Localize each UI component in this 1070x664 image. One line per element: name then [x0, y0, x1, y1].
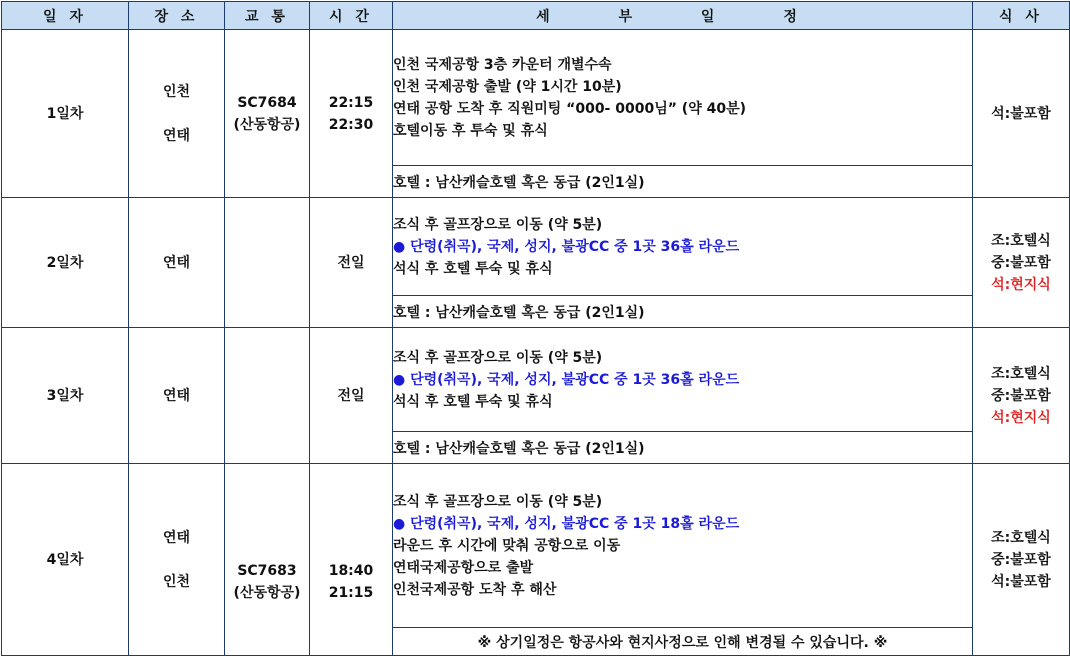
day2-meal-1: 조:호텔식 [991, 232, 1051, 249]
day3-hotel: 호텔 : 남산캐슬호텔 혹은 동급 (2인1실) [393, 432, 973, 464]
day4-detail-2: ● 단령(취곡), 국제, 성지, 불광CC 중 1곳 18홀 라운드 [393, 515, 740, 532]
day2-transport [225, 198, 310, 328]
day3-detail-3: 석식 후 호텔 투숙 및 휴식 [393, 393, 553, 410]
day4-transport [225, 464, 310, 656]
day1-detail-2: 인천 국제공항 출발 (약 1시간 10분) [393, 78, 622, 95]
day3-details [393, 328, 973, 432]
day1-detail-1: 인천 국제공항 3층 카운터 개별수속 [393, 56, 612, 73]
day3-place: 연태 [129, 328, 225, 464]
day4-airline: (산동항공) [233, 584, 301, 601]
day3-time: 전일 [310, 328, 393, 464]
day1-place-1: 인천 [162, 83, 191, 100]
header-details: 세 부 일 정 [393, 2, 973, 30]
day3-meals [973, 328, 1070, 464]
day2-meal-2: 중:불포함 [991, 254, 1051, 271]
day1-time-2: 22:30 [328, 116, 374, 133]
day3-label: 3일차 [2, 328, 129, 464]
day1-place-2: 연태 [162, 127, 191, 144]
day1-row [2, 30, 1070, 166]
day2-detail-1: 조식 후 골프장으로 이동 (약 5분) [393, 216, 603, 233]
day4-detail-4: 연태국제공항으로 출발 [393, 559, 534, 576]
day4-flight: SC7683 [237, 562, 297, 579]
day4-label: 4일차 [2, 464, 129, 656]
day2-hotel: 호텔 : 남산캐슬호텔 혹은 동급 (2인1실) [393, 296, 973, 328]
header-day: 일 자 [2, 2, 129, 30]
day2-place: 연태 [129, 198, 225, 328]
day3-detail-1: 조식 후 골프장으로 이동 (약 5분) [393, 349, 603, 366]
schedule-change-note: ※ 상기일정은 항공사와 현지사정으로 인해 변경될 수 있습니다. ※ [393, 628, 973, 656]
day4-times [310, 464, 393, 656]
day4-details [393, 464, 973, 628]
day4-time-1: 18:40 [328, 562, 374, 579]
day3-transport [225, 328, 310, 464]
day2-meal-3: 석:현지식 [991, 276, 1051, 293]
day4-detail-5: 인천국제공항 도착 후 해산 [393, 581, 557, 598]
day4-meal-2: 중:불포함 [991, 551, 1051, 568]
header-row [2, 2, 1070, 30]
header-time: 시 간 [310, 2, 393, 30]
header-place: 장 소 [129, 2, 225, 30]
day1-transport [225, 30, 310, 198]
day2-time: 전일 [310, 198, 393, 328]
day4-meal-1: 조:호텔식 [991, 529, 1051, 546]
day1-meal-1: 석:불포함 [991, 105, 1051, 122]
day1-time-1: 22:15 [328, 94, 374, 111]
day1-detail-4: 호텔이동 후 투숙 및 휴식 [393, 122, 548, 139]
day3-detail-2: ● 단령(취곡), 국제, 성지, 불광CC 중 1곳 36홀 라운드 [393, 371, 740, 388]
day4-meal-3: 석:불포함 [991, 573, 1051, 590]
day2-detail-3: 석식 후 호텔 투숙 및 휴식 [393, 260, 553, 277]
day1-airline: (산동항공) [233, 116, 301, 133]
day4-time-2: 21:15 [328, 584, 374, 601]
day1-hotel: 호텔 : 남산캐슬호텔 혹은 동급 (2인1실) [393, 166, 973, 198]
day4-places [129, 464, 225, 656]
day1-detail-3: 연태 공항 도착 후 직원미팅 “000- 0000님” (약 40분) [393, 100, 747, 117]
day1-meals [973, 30, 1070, 198]
day2-label: 2일차 [2, 198, 129, 328]
day4-place-1: 연태 [162, 529, 191, 546]
day2-details [393, 198, 973, 296]
day1-label: 1일차 [2, 30, 129, 198]
day3-meal-3: 석:현지식 [991, 409, 1051, 426]
day1-details [393, 30, 973, 166]
header-transport: 교 통 [225, 2, 310, 30]
day2-meals [973, 198, 1070, 328]
day2-detail-2: ● 단령(취곡), 국제, 성지, 불광CC 중 1곳 36홀 라운드 [393, 238, 740, 255]
day4-row [2, 464, 1070, 628]
day4-place-2: 인천 [162, 573, 191, 590]
day4-detail-3: 라운드 후 시간에 맞춰 공항으로 이동 [393, 537, 621, 554]
header-meals: 식 사 [973, 2, 1070, 30]
day1-places [129, 30, 225, 198]
day3-meal-1: 조:호텔식 [991, 365, 1051, 382]
itinerary-table [1, 1, 1070, 656]
day1-flight: SC7684 [237, 94, 297, 111]
day2-row [2, 198, 1070, 296]
day1-times [310, 30, 393, 198]
day3-row [2, 328, 1070, 432]
day4-meals [973, 464, 1070, 656]
day3-meal-2: 중:불포함 [991, 387, 1051, 404]
day4-detail-1: 조식 후 골프장으로 이동 (약 5분) [393, 493, 603, 510]
